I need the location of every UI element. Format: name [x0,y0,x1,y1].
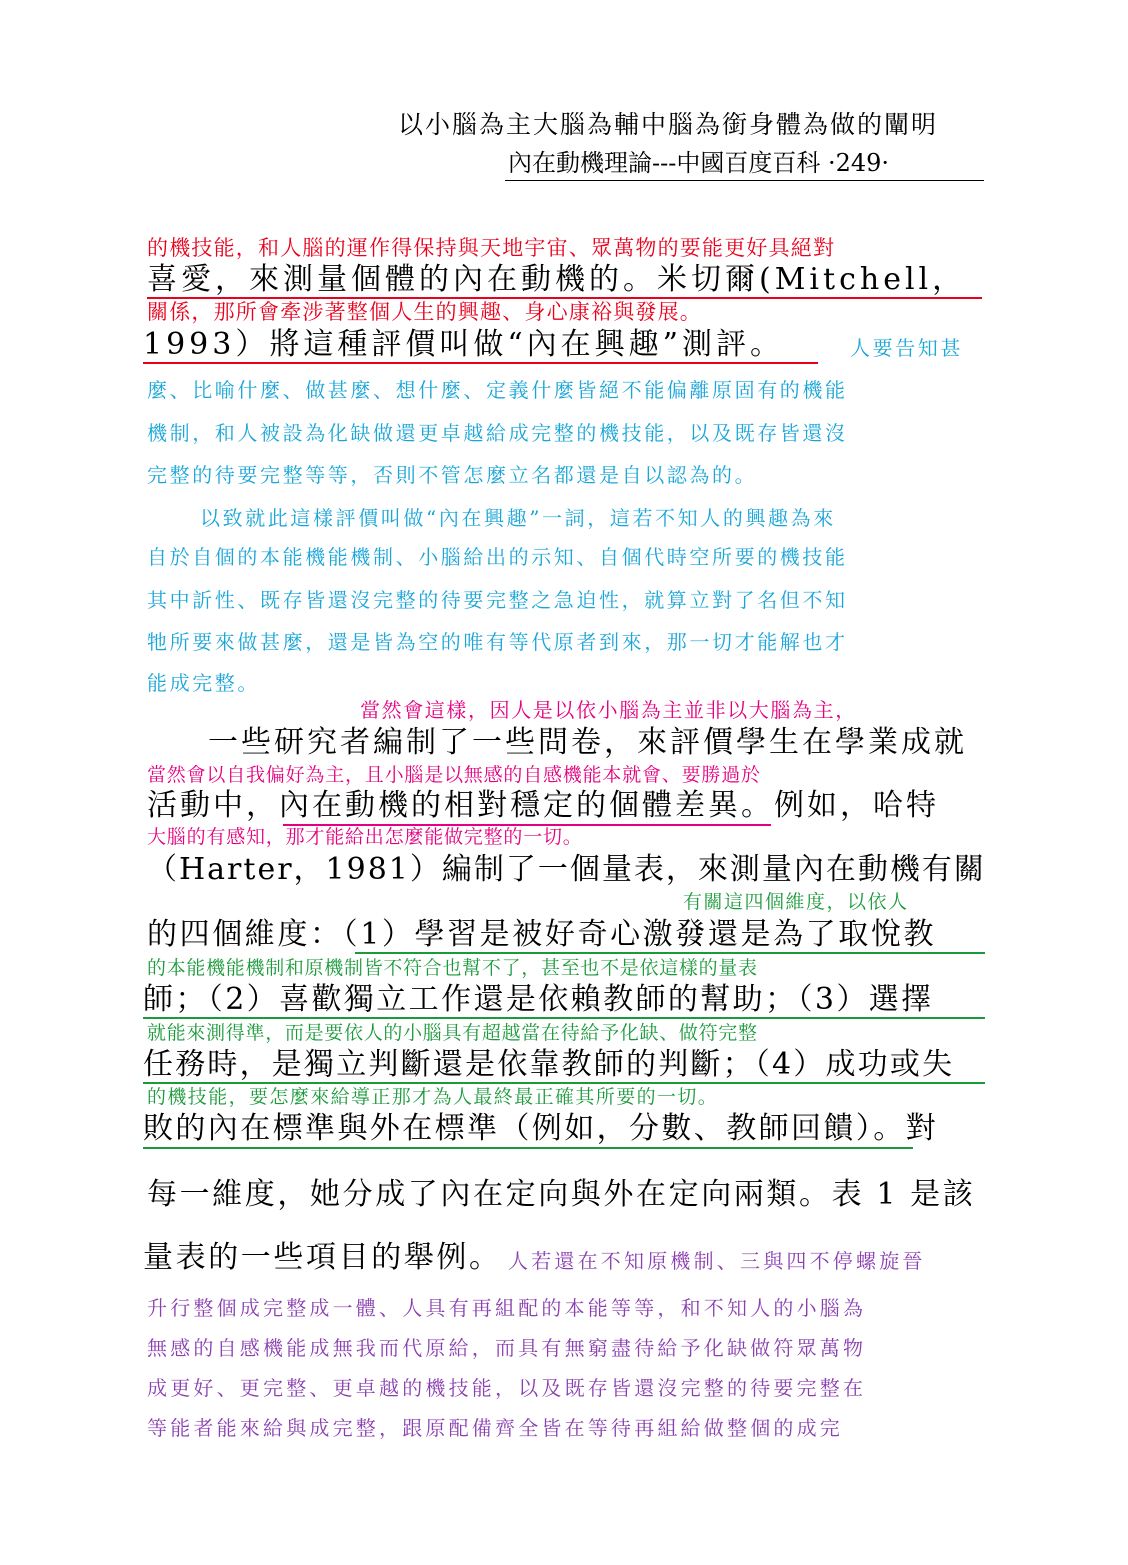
annotation-line: 的機技能，和人腦的運作得保持與天地宇宙、眾萬物的要能更好具絕對 [147,236,836,260]
annotation-line: 人要告知甚 [850,336,963,360]
body-line: 敗的內在標準與外在標準（例如，分數、教師回饋）。對 [143,1111,938,1146]
annotation-line: 等能者能來給與成完整，跟原配備齊全皆在等待再組給做整個的成完 [147,1416,843,1440]
annotation-line: 自於自個的本能機能機制、小腦給出的示知、自個代時空所要的機技能 [147,545,848,569]
annotation-line: 人若還在不知原機制、三與四不停螺旋晉 [508,1249,926,1273]
annotation-line: 牠所要來做甚麼，還是皆為空的唯有等代原者到來，那一切才能解也才 [147,630,848,654]
annotation-line: 成更好、更完整、更卓越的機技能，以及既存皆還沒完整的待要完整在 [147,1376,867,1400]
body-line: 每一維度，她分成了內在定向與外在定向兩類。表 1 是該 [147,1177,976,1212]
header-rule [505,180,984,181]
annotation-line: 其中訢性、既存皆還沒完整的待要完整之急迫性，就算立對了名但不知 [147,588,848,612]
annotation-line: 完整的待要完整等等，否則不管怎麼立名都還是自以認為的。 [147,463,758,487]
body-line: 任務時，是獨立判斷還是依靠教師的判斷；（4）成功或失 [143,1047,955,1082]
body-line: 的四個維度：（1）學習是被好奇心激發還是為了取悅教 [147,917,937,952]
underline [143,1147,913,1149]
body-line: 活動中，內在動機的相對穩定的個體差異。例如，哈特 [147,788,939,823]
running-header-subtitle: 內在動機理論---中國百度百科 ·249· [508,149,890,177]
underline [143,362,818,364]
underline [147,297,982,299]
annotation-line: 有關這四個維度，以依人 [683,891,909,913]
annotation-line: 大腦的有感知，那才能給出怎麼能做完整的一切。 [147,826,583,848]
annotation-line: 機制，和人被設為化缺做還更卓越給成完整的機技能，以及既存皆還沒 [147,421,848,445]
body-line: 一些研究者編制了一些問卷，來評價學生在學業成就 [208,725,967,760]
annotation-line: 能成完整。 [147,671,260,695]
annotation-line: 當然會以自我偏好為主，且小腦是以無感的自感機能本就會、要勝過於 [147,764,761,786]
body-line: （Harter，1981）編制了一個量表，來測量內在動機有關 [147,852,986,887]
body-line: 師；（2）喜歡獨立工作還是依賴教師的幫助；（3）選擇 [143,982,934,1017]
underline [355,952,985,954]
annotation-line: 就能來測得準，而是要依人的小腦具有超越當在待給予化缺、做符完整 [147,1022,758,1044]
body-line: 1993）將這種評價叫做“內在興趣”測評。 [143,327,785,362]
underline [143,1017,985,1019]
body-line: 喜愛，來測量個體的內在動機的。米切爾(Mitchell， [147,262,967,297]
underline [143,1082,985,1084]
annotation-line: 的本能機能機制和原機制皆不符合也幫不了，甚至也不是依這樣的量表 [147,957,758,979]
annotation-line: 無感的自感機能成無我而代原給，而具有無窮盡待給予化缺做符眾萬物 [147,1336,867,1360]
running-header-title: 以小腦為主大腦為輔中腦為銜身體為做的闡明 [398,110,939,139]
annotation-line: 麼、比喻什麼、做甚麼、想什麼、定義什麼皆絕不能偏離原固有的機能 [147,378,848,402]
annotation-line: 的機技能，要怎麼來給導正那才為人最終最正確其所要的一切。 [147,1086,719,1108]
annotation-line: 關係，那所會牽涉著整個人生的興趣、身心康裕與發展。 [147,300,702,324]
body-line: 量表的一些項目的舉例。 [143,1240,502,1275]
annotation-line: 升行整個成完整成一體、人具有再組配的本能等等，和不知人的小腦為 [147,1296,867,1320]
annotation-line: 以致就此這樣評價叫做“內在興趣”一詞，這若不知人的興趣為來 [200,506,836,530]
annotation-line: 當然會這樣，因人是以依小腦為主並非以大腦為主， [360,698,857,722]
